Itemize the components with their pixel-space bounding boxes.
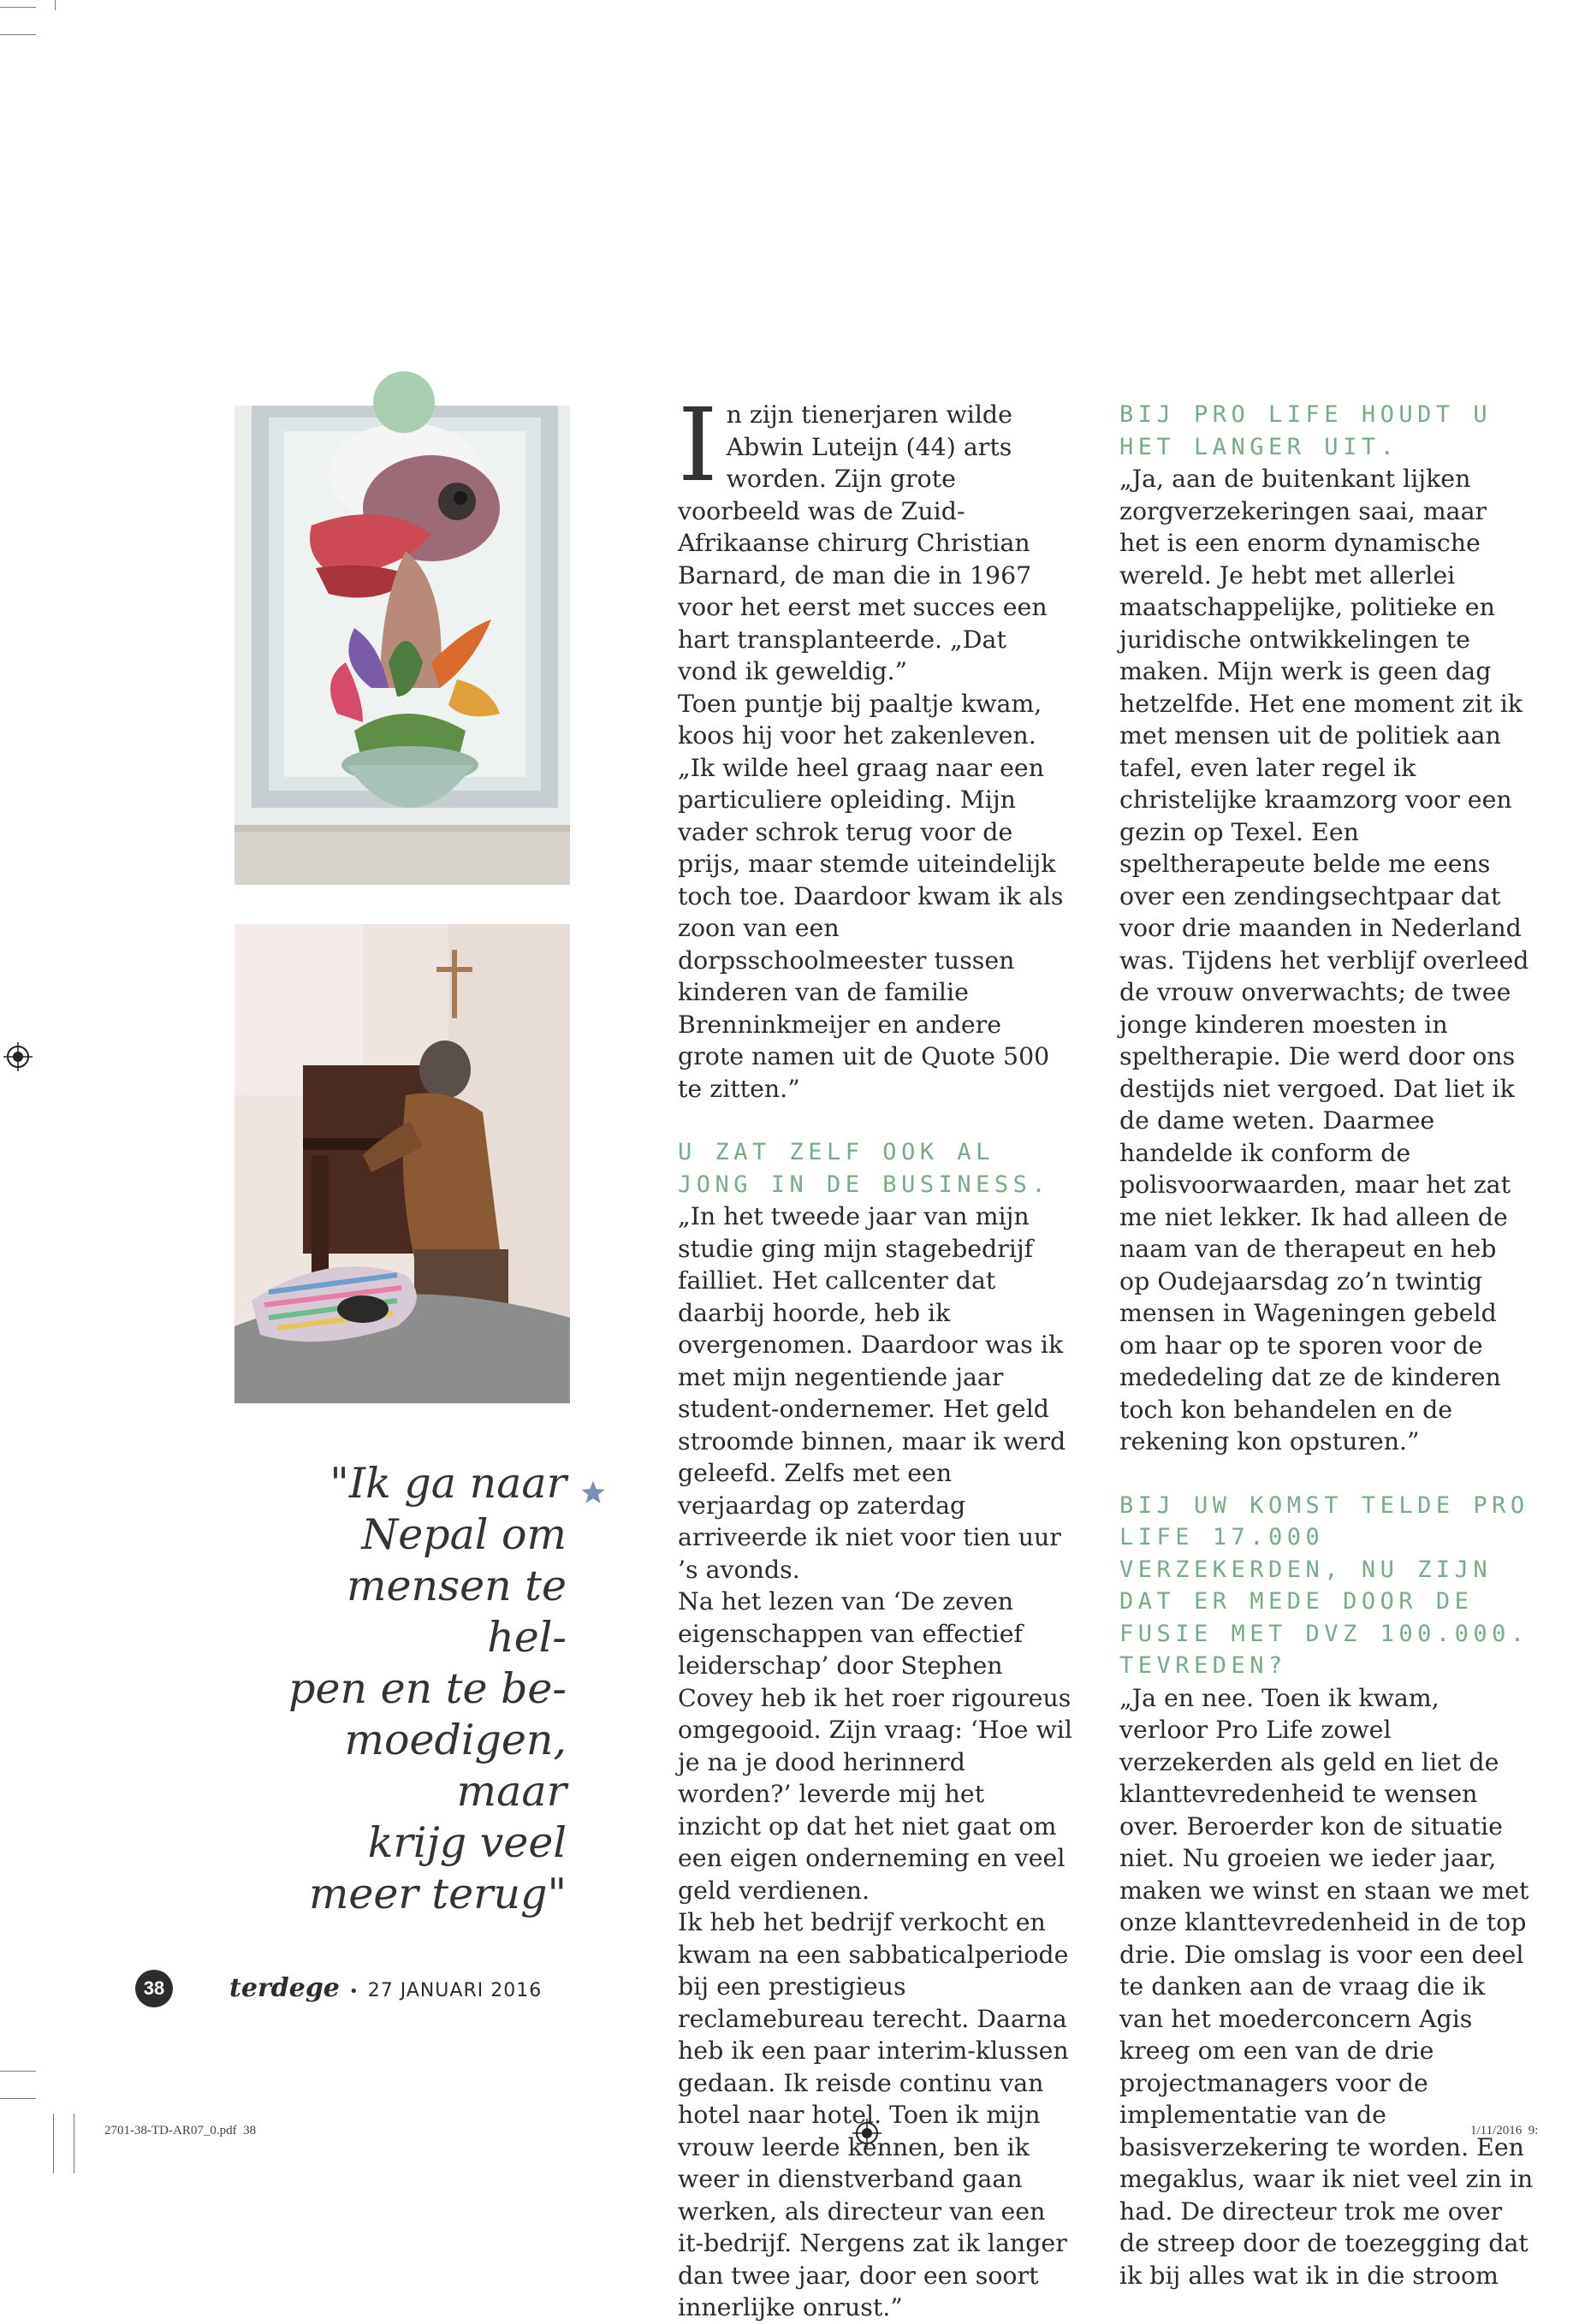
article-column-1: [678, 386, 1073, 2321]
crop-mark: [0, 2071, 36, 2072]
slug-filename: 2701-38-TD-AR07_0.pdf 38: [104, 2124, 257, 2137]
slug-timestamp: 1/11/2016 9:: [1470, 2124, 1539, 2137]
photo-man-at-piano: [234, 924, 570, 1403]
crop-mark: [0, 7, 36, 8]
pull-quote-line: pen en te be-: [288, 1664, 567, 1713]
decorative-circle: [373, 371, 435, 433]
folio: [229, 1970, 542, 2007]
intro-paragraph: [678, 386, 1073, 688]
pull-quote: [274, 1458, 567, 1918]
drop-cap: I: [678, 386, 718, 504]
crop-mark: [53, 2114, 54, 2173]
folio-separator: •: [348, 1983, 359, 2001]
pull-quote-line: moedigen, maar: [344, 1716, 567, 1816]
interview-question: BIJ UW KOMST TELDE PRO LIFE 17.000 VERZEKERDEN, NU ZIJN DAT ER MEDE DOOR DE FUSIE MET DVZ 100.000. TEVREDEN?: [1119, 1491, 1529, 1679]
pull-quote-line: mensen te hel-: [347, 1562, 567, 1662]
paragraph: „In het tweede jaar van mijn studie ging mijn stagebedrijf failliet. Het callcenter dat daarbij hoorde, heb ik overgenomen. Daardoor was ik met mijn negentiende jaar student-ondernemer. Het geld stroomde binnen, maar ik werd geleefd. Zelfs met een verjaardag op zaterdag arriveerde ik niet voor tien uur ’s avonds.: [678, 1202, 1066, 1584]
paragraph: „Ja en nee. Toen ik kwam, verloor Pro Life zowel verzekerden als geld en liet de klanttevredenheid te wensen over. Beroerder kon de situatie niet. Nu groeien we ieder jaar, maken we winst en staan we met onze klanttevredenheid in de top drie. Die omslag is voor een deel te danken aan de vraag die ik van het moederconcern Agis kreeg om een van de drie projectmanagers voor de implementatie van de basisverzekering te worden. Een megaklus, waar ik niet veel zin in had. De directeur trok me over de streep door de toezegging dat ik bij alles wat ik in die stroom: [1119, 1683, 1534, 2290]
paragraph: Ik heb het bedrijf verkocht en kwam na een sabbaticalperiode bij een prestigieus reclamebureau terecht. Daarna heb ik een paar interim-klussen gedaan. Ik reisde continu van hotel naar hotel. Toen ik mijn vrouw leerde kennen, ben ik weer in dienstverband gaan werken, als directeur van een it-bedrijf. Nergens zat ik langer dan twee jaar, door een soort innerlijke onrust.”: [678, 1908, 1069, 2321]
issue-date: 27 JANUARI 2016: [367, 1980, 543, 2001]
pull-quote-line: "Ik ga naar: [329, 1459, 567, 1508]
interview-question: U ZAT ZELF OOK AL JONG IN DE BUSINESS.: [678, 1139, 1051, 1198]
star-icon: [579, 1479, 608, 1508]
paragraph: „Ja, aan de buitenkant lijken zorgverzekeringen saai, maar het is een enorm dynamische wereld. Je hebt met allerlei maatschappelijke, politieke en juridische ontwikkelingen te maken. Mijn werk is geen dag hetzelfde. Het ene moment zit ik met mensen uit de politiek aan tafel, even later regel ik christelijke kraamzorg voor een gezin op Texel. Een speltherapeute belde me eens over een zendingsechtpaar dat voor drie maanden in Nederland was. Tijdens het verblijf overleed de vrouw onverwachts; de twee jonge kinderen moesten in speltherapie. Die werd door ons destijds niet vergoed. Dat liet ik de dame weten. Daarmee handelde ik conform de polisvoorwaarden, maar het zat me niet lekker. Ik had alleen de naam van de therapeut en heb op Oudejaarsdag zo’n twintig mensen in Wageningen gebeld om haar op te sporen voor de mededeling dat ze de kinderen toch kon behandelen en de rekening kon opsturen.”: [1119, 465, 1529, 1455]
page-number: 38: [135, 1970, 173, 2007]
magazine-name: terdege: [229, 1973, 340, 2003]
paragraph: Toen puntje bij paaltje kwam, koos hij voor het zakenleven. „Ik wilde heel graag naar een particuliere opleiding. Mijn vader schrok terug voor de prijs, maar stemde uiteindelijk toch toe. Daardoor kwam ik als zoon van een dorpsschoolmeester tussen kinderen van de familie Brenninkmeijer en andere grote namen uit de Quote 500 te zitten.”: [678, 689, 1064, 1103]
pull-quote-line: meer terug": [308, 1870, 567, 1918]
paragraph: Na het lezen van ‘De zeven eigenschappen van effectief leiderschap’ door Stephen Covey heb ik het roer rigoureus omgegooid. Zijn vraag: ‘Hoe wil je na je dood herinnerd worden?’ leverde mij het inzicht op dat het niet gaat om een eigen onderneming en veel geld verdienen.: [678, 1587, 1072, 1905]
crop-mark: [0, 34, 36, 35]
intro-text: n zijn tienerjaren wilde Abwin Luteijn (44) arts worden. Zijn grote voorbeeld was de Zuid-Afrikaanse chirurg Christian Barnard, de man die in 1967 voor het eerst met succes een hart transplanteerde. „Dat vond ik geweldig.”: [678, 400, 1048, 685]
crop-mark: [55, 0, 56, 10]
pull-quote-line: krijg veel: [367, 1818, 567, 1867]
photo-ostrich-painting: [234, 406, 570, 885]
interview-question: BIJ PRO LIFE HOUDT U HET LANGER UIT.: [1119, 401, 1493, 460]
pull-quote-line: Nepal om: [361, 1510, 567, 1559]
registration-mark-icon: [3, 1042, 33, 1071]
crop-mark: [0, 2098, 36, 2099]
